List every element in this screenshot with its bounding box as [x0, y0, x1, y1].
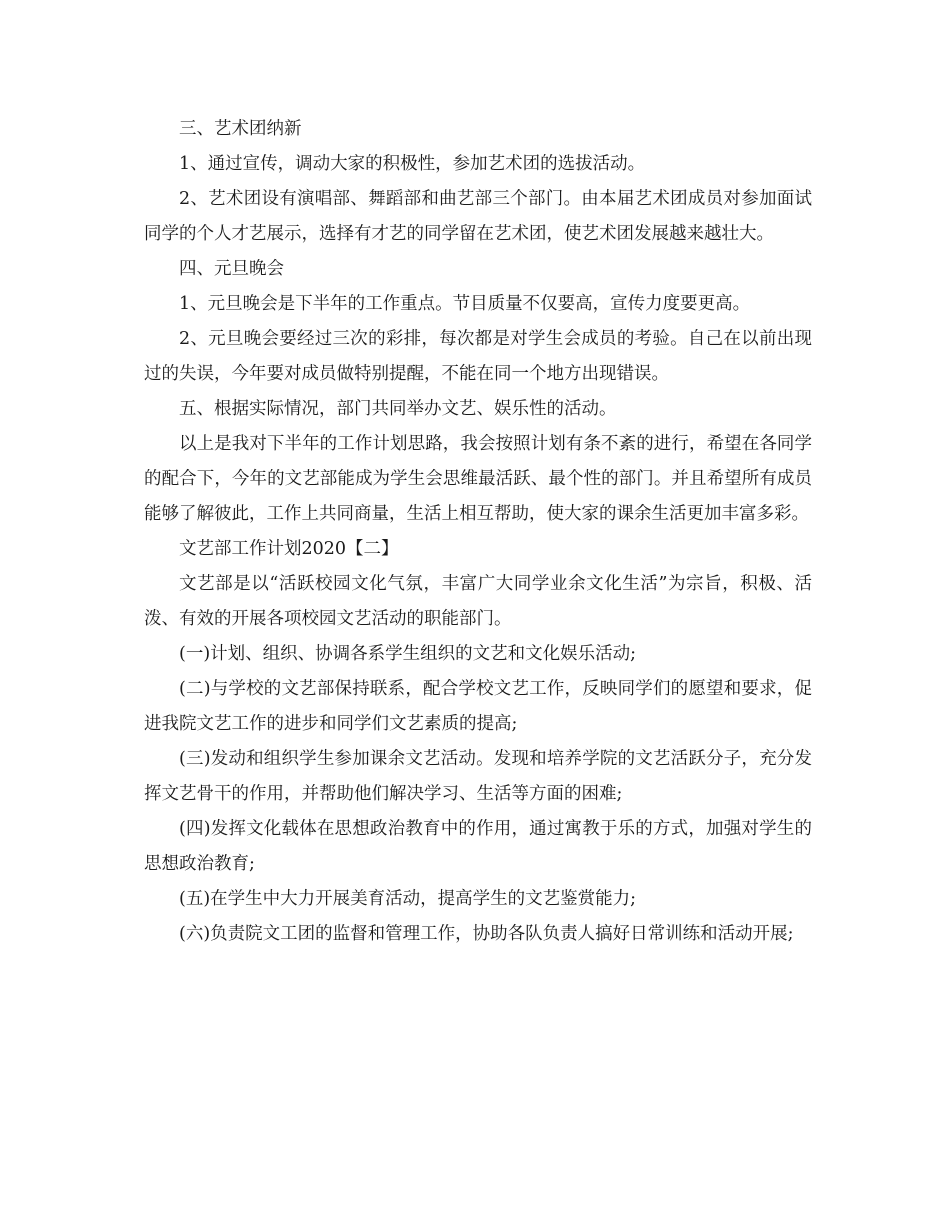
paragraph: 1、通过宣传，调动大家的积极性，参加艺术团的选拔活动。 — [179, 154, 646, 174]
duty-item-4: (四)发挥文化载体在思想政治教育中的作用，通过寓教于乐的方式，加强对学生的思想政治教育; — [144, 819, 812, 874]
paragraph: 1、元旦晚会是下半年的工作重点。节目质量不仅要高，宣传力度要更高。 — [179, 294, 751, 314]
duty-item-1: (一)计划、组织、协调各系学生组织的文艺和文化娱乐活动; — [179, 644, 637, 664]
duty-item-2: (二)与学校的文艺部保持联系，配合学校文艺工作，反映同学们的愿望和要求，促进我院文艺工作的进步和同学们文艺素质的提高; — [144, 679, 812, 734]
paragraph: 2、艺术团设有演唱部、舞蹈部和曲艺部三个部门。由本届艺术团成员对参加面试同学的个人才艺展示，选择有才艺的同学留在艺术团，使艺术团发展越来越壮大。 — [144, 189, 812, 244]
paragraph: 以上是我对下半年的工作计划思路，我会按照计划有条不紊的进行，希望在各同学的配合下，今年的文艺部能成为学生会思维最活跃、最个性的部门。并且希望所有成员能够了解彼此，工作上共同商量，生活上相互帮助，使大家的课余生活更加丰富多彩。 — [144, 434, 812, 524]
section-heading-new-year-gala: 四、元旦晚会 — [179, 259, 284, 279]
paragraph: 2、元旦晚会要经过三次的彩排，每次都是对学生会成员的考验。自己在以前出现过的失误，今年要对成员做特别提醒，不能在同一个地方出现错误。 — [144, 329, 812, 384]
duty-item-6: (六)负责院文工团的监督和管理工作，协助各队负责人搞好日常训练和活动开展; — [179, 924, 794, 944]
section-title-plan-two: 文艺部工作计划2020【二】 — [179, 539, 399, 559]
section-heading-joint-activities: 五、根据实际情况，部门共同举办文艺、娱乐性的活动。 — [179, 399, 617, 419]
paragraph: 文艺部是以“活跃校园文化气氛，丰富广大同学业余文化生活”为宗旨，积极、活泼、有效的开展各项校园文艺活动的职能部门。 — [144, 574, 812, 629]
document-body — [144, 112, 812, 952]
duty-item-5: (五)在学生中大力开展美育活动，提高学生的文艺鉴赏能力; — [179, 889, 637, 909]
duty-item-3: (三)发动和组织学生参加课余文艺活动。发现和培养学院的文艺活跃分子，充分发挥文艺骨干的作用，并帮助他们解决学习、生活等方面的困难; — [144, 749, 812, 804]
section-heading-art-troupe-recruitment: 三、艺术团纳新 — [179, 119, 302, 139]
